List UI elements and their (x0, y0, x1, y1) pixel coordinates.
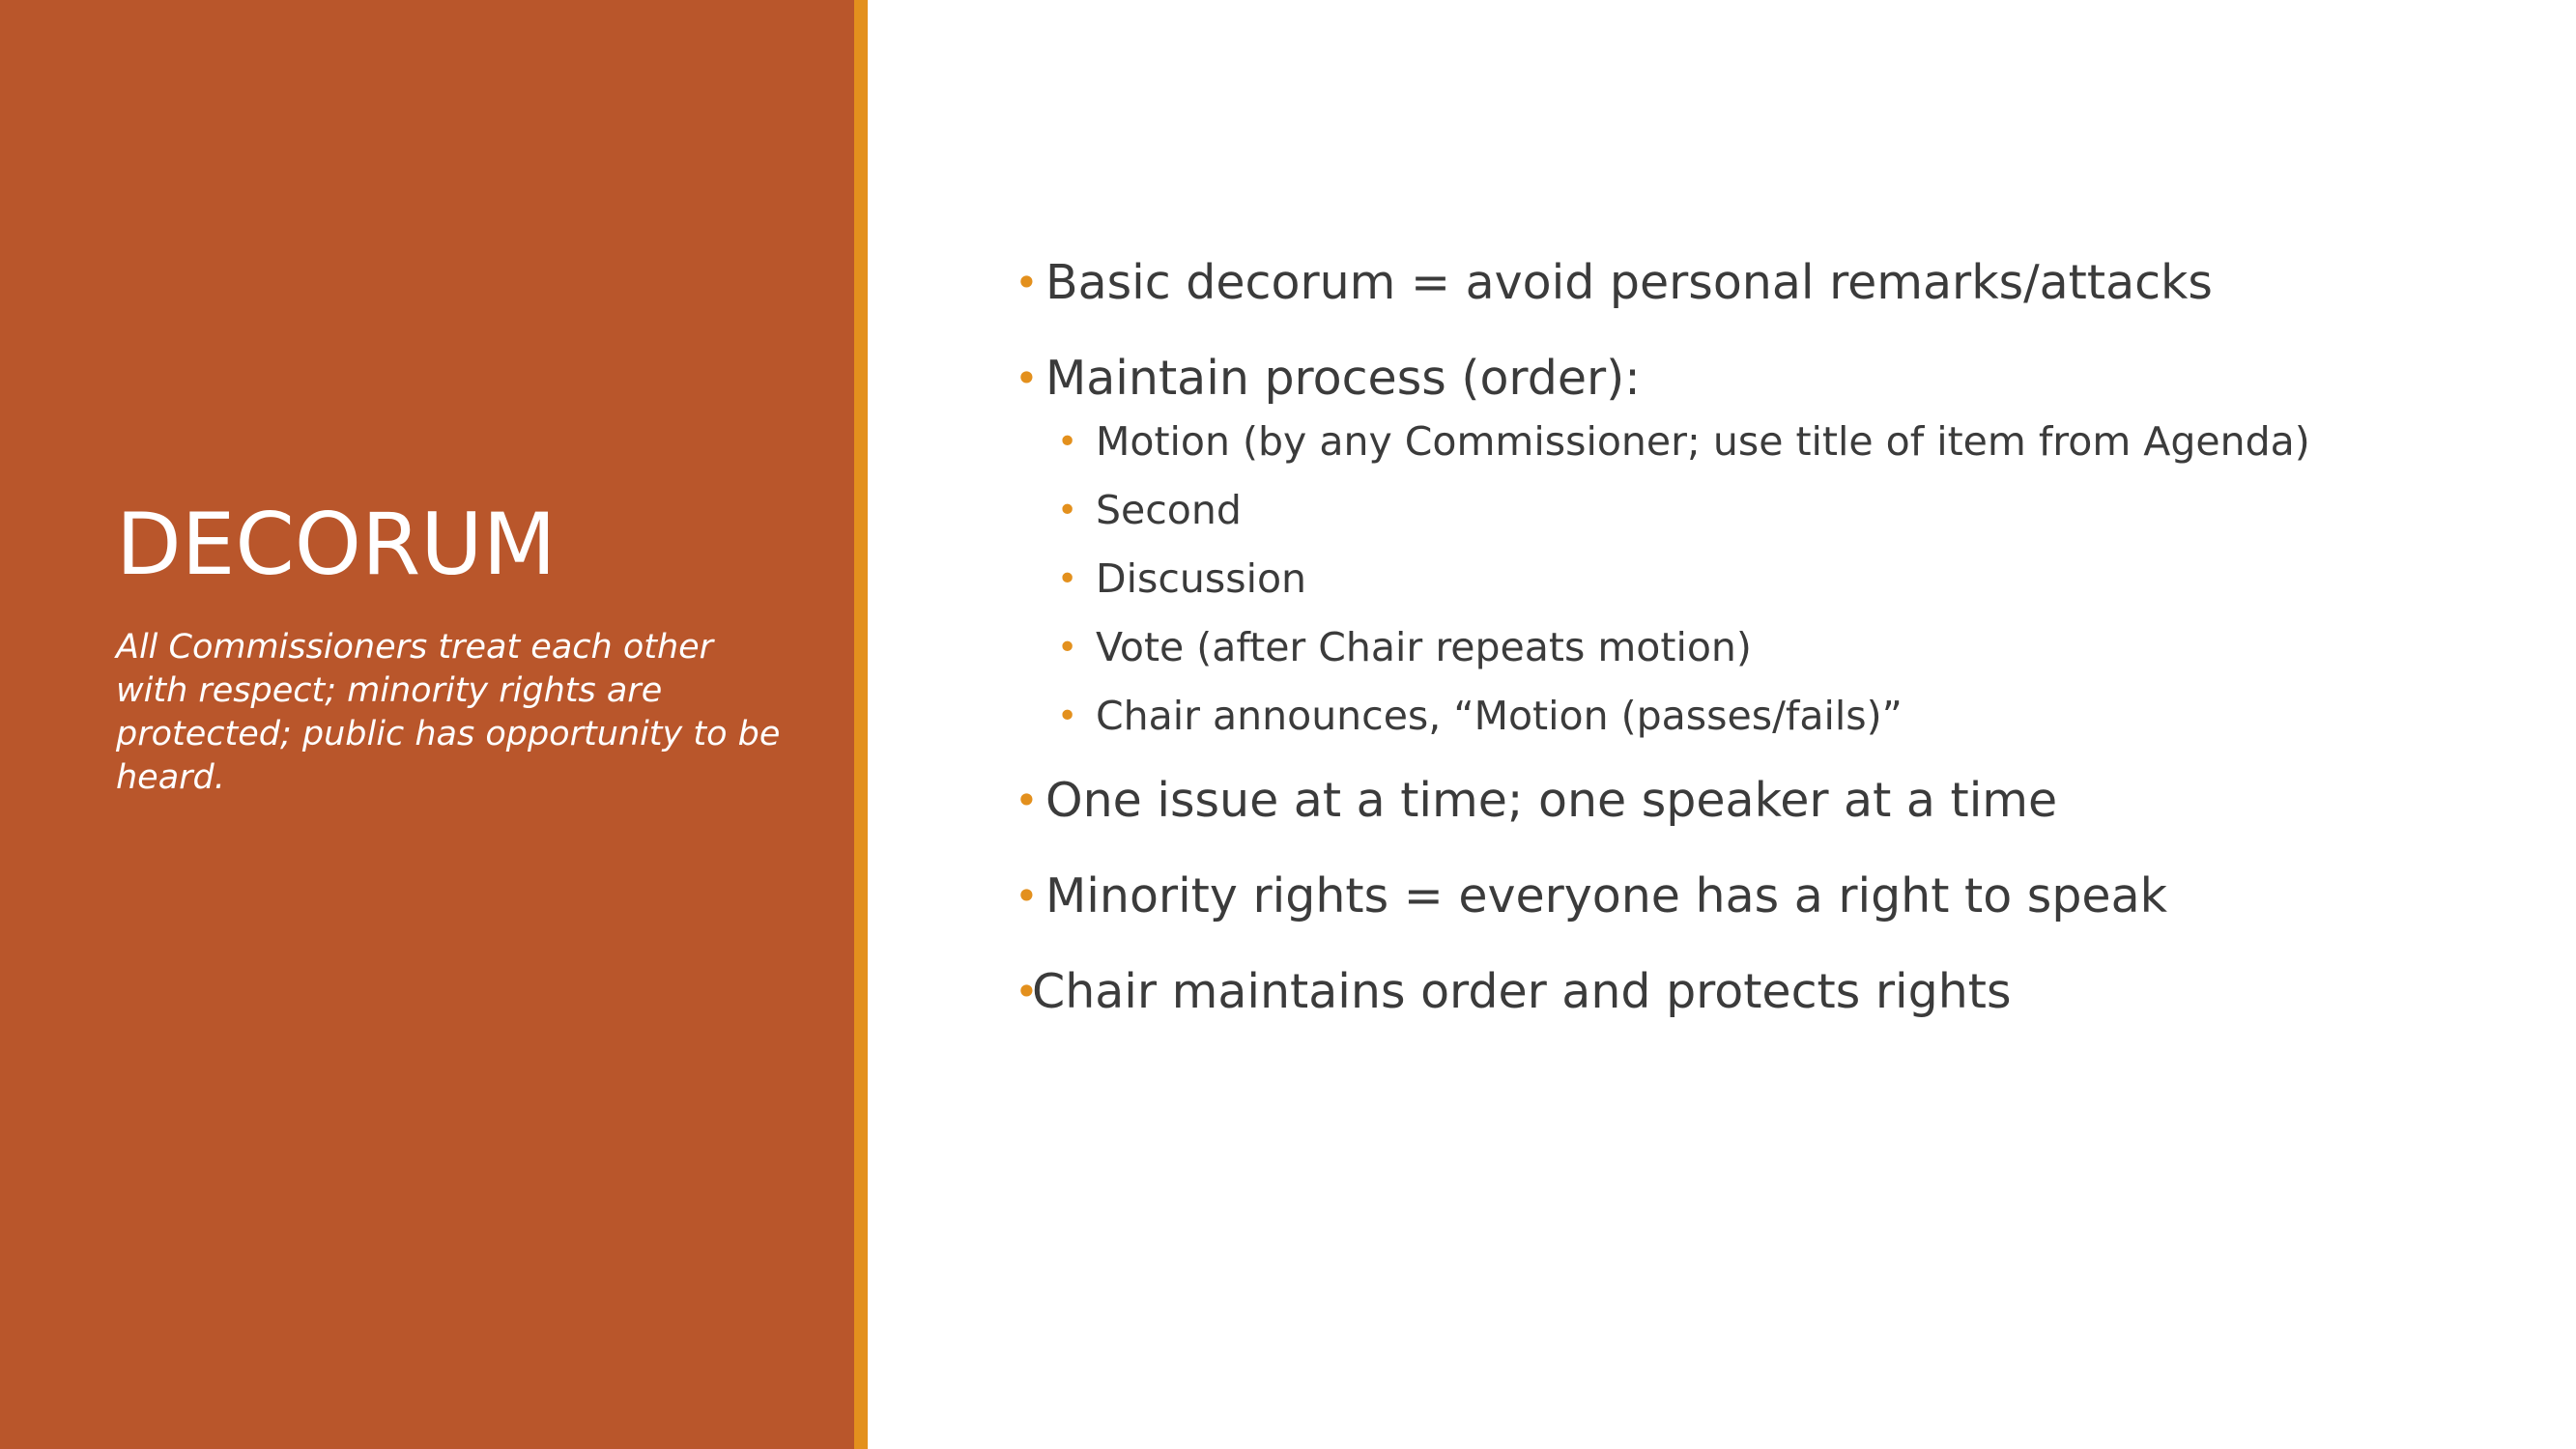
bullet-dot-icon: • (1057, 559, 1078, 599)
bullet-dot-icon: • (1015, 872, 1039, 920)
bullet-dot-icon: • (1015, 968, 1039, 1015)
bullet-dot-icon: • (1057, 628, 1078, 668)
bullet-dot-icon: • (1057, 696, 1078, 736)
sub-bullet-text: Discussion (1096, 555, 1307, 602)
bullet-text: Minority rights = everyone has a right to speak (1045, 868, 2167, 923)
sub-bullet-item (1015, 414, 2522, 469)
bullet-item (1015, 347, 2522, 744)
bullet-text: Chair maintains order and protects rights (1032, 964, 2012, 1019)
sub-bullet-text: Second (1096, 487, 1242, 533)
sub-bullet-item (1015, 620, 2522, 675)
slide-subtitle: All Commissioners treat each other with respect; minority rights are protected; public has opportunity to be heard. (116, 628, 781, 797)
bullet-dot-icon: • (1015, 777, 1039, 824)
bullet-text: Basic decorum = avoid personal remarks/attacks (1045, 255, 2213, 310)
bullet-dot-icon: • (1057, 491, 1078, 530)
bullet-item (1015, 960, 2522, 1024)
accent-divider (854, 0, 868, 1449)
sub-bullet-item (1015, 483, 2522, 538)
bullet-text: One issue at a time; one speaker at a time (1045, 773, 2058, 828)
bullet-item (1015, 769, 2522, 833)
bullet-item (1015, 251, 2522, 315)
bullet-text: Maintain process (order): (1045, 351, 1641, 406)
bullet-dot-icon: • (1057, 422, 1078, 462)
bullet-content (1015, 251, 2522, 1056)
bullet-dot-icon: • (1015, 355, 1039, 402)
bullet-item (1015, 865, 2522, 928)
slide-title: DECORUM (116, 495, 557, 594)
sub-bullet-text: Chair announces, “Motion (passes/fails)” (1096, 693, 1903, 739)
sub-bullet-text: Vote (after Chair repeats motion) (1096, 624, 1752, 670)
sub-bullet-item (1015, 689, 2522, 744)
sub-bullet-list (1045, 414, 2522, 744)
bullet-list (1015, 251, 2522, 1024)
title-panel (0, 0, 854, 1449)
sub-bullet-text: Motion (by any Commissioner; use title of item from Agenda) (1096, 418, 2310, 465)
bullet-dot-icon: • (1015, 259, 1039, 306)
sub-bullet-item (1015, 552, 2522, 607)
